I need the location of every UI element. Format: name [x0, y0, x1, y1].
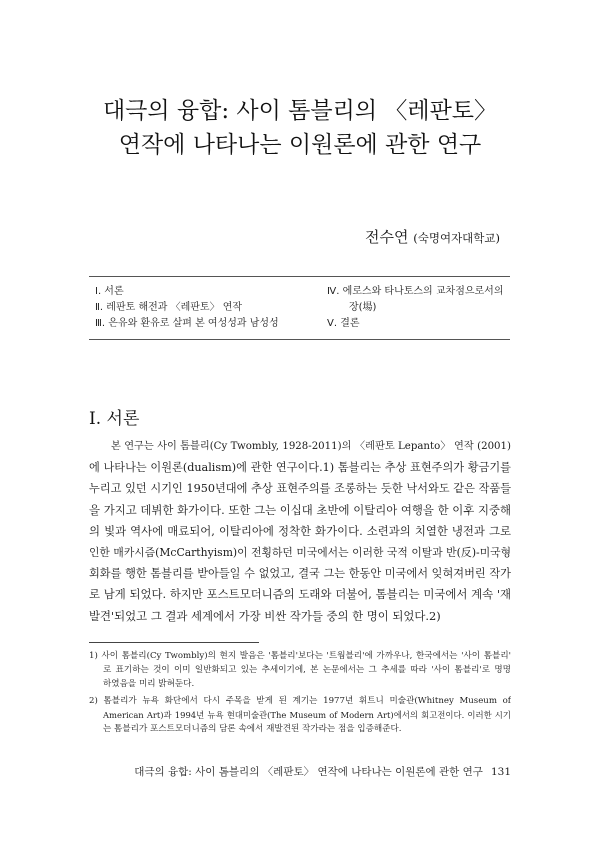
body-line: 로 남게 되었다. 하지만 포스트모더니즘의 도래와 더불어, 톰블리는 미국에서 계속 '재	[89, 587, 511, 602]
table-of-contents	[89, 276, 510, 340]
body-line: 누리고 있던 시기인 1950년대에 추상 표현주의를 조롱하는 듯한 낙서와도 같은 작품들	[89, 482, 511, 496]
author-affiliation: (숙명여자대학교)	[413, 231, 500, 245]
body-line: 발견'되었고 그 결과 세계에서 가장 비싼 작가들 중의 한 명이 되었다.2)	[89, 608, 441, 623]
toc-item-5: Ⅴ. 결론	[327, 318, 360, 329]
toc-left-column	[95, 284, 279, 332]
footnote-line: American Art)과 1994년 뉴욕 현대미술관(The Museum of Modern Art)에서의 회고전이다. 이러한 시기	[103, 709, 511, 720]
paper-title-line-1: 대극의 융합: 사이 톰블리의 〈레판토〉	[102, 98, 498, 124]
toc-item-3: Ⅲ. 은유와 환유로 살펴 본 여성성과 남성성	[95, 318, 279, 329]
footnotes	[89, 649, 511, 738]
footnote-line: 하였음을 미리 밝혀둔다.	[103, 679, 195, 690]
toc-item-4: Ⅳ. 에로스와 타나토스의 교차점으로서의	[327, 286, 504, 297]
toc-item-4-continued: 장(場)	[349, 302, 377, 313]
paper-title-line-2: 연작에 나타나는 이원론에 관한 연구	[118, 132, 482, 158]
body-paragraph	[89, 436, 511, 627]
body-line: 인한 매카시즘(McCarthyism)이 전횡하던 미국에서는 이러한 국적 이탈과 반(反)-미국형	[89, 546, 511, 560]
toc-right-column	[327, 284, 507, 332]
body-line: 에 나타나는 이원론(dualism)에 관한 연구이다.1) 톰블리는 추상 표현주의가 황금기를	[89, 461, 511, 475]
body-line: 회화를 행한 톰블리를 받아들일 수 없었고, 결국 그는 한동안 미국에서 잊혀져버린 작가	[89, 567, 511, 581]
running-footer	[134, 764, 511, 779]
author-name: 전수연	[364, 228, 409, 246]
section-heading-introduction: Ⅰ. 서론	[89, 409, 140, 429]
body-line: 을 가지고 데뷔한 화가이다. 또한 그는 이십대 초반에 이탈리아 여행을 한 이후 지중해	[89, 502, 511, 517]
toc-item-1: Ⅰ. 서론	[95, 286, 124, 297]
running-footer-title: 대극의 융합: 사이 톰블리의 〈레판토〉 연작에 나타나는 이원론에 관한 연구	[134, 766, 483, 778]
footnote-line: 로 표기하는 것이 이미 일반화되고 있는 추세이기에, 본 논문에서는 그 추세를 따라 '사이 톰블리'로 명명	[103, 665, 511, 676]
page-number: 131	[490, 766, 511, 778]
body-line: 본 연구는 사이 톰블리(Cy Twombly, 1928-2011)의 〈레판토 Lepanto〉 연작 (2001)	[111, 441, 511, 452]
footnote-separator	[89, 642, 259, 643]
footnote-2	[89, 694, 511, 737]
footnote-line: 2) 톰블리가 뉴욕 화단에서 다시 주목을 받게 된 계기는 1977년 휘트니 미술관(Whitney Museum of	[89, 695, 511, 706]
author-byline	[365, 226, 500, 247]
footnote-line: 는 톰블리가 포스트모더니즘의 담론 속에서 재발견된 작가라는 점을 입증해준다.	[103, 724, 402, 735]
footnote-1	[89, 649, 511, 692]
toc-item-2: Ⅱ. 레판토 해전과 〈레판토〉 연작	[95, 302, 243, 313]
footnote-line: 1) 사이 톰블리(Cy Twombly)의 현지 발음은 '톰블리'보다는 '트웜블리'에 가까우나, 한국에서는 '사이 톰블리'	[89, 651, 511, 661]
body-line: 의 빛과 역사에 매료되어, 이탈리아에 정착한 화가이다. 소련과의 치열한 냉전과 그로	[89, 523, 511, 538]
